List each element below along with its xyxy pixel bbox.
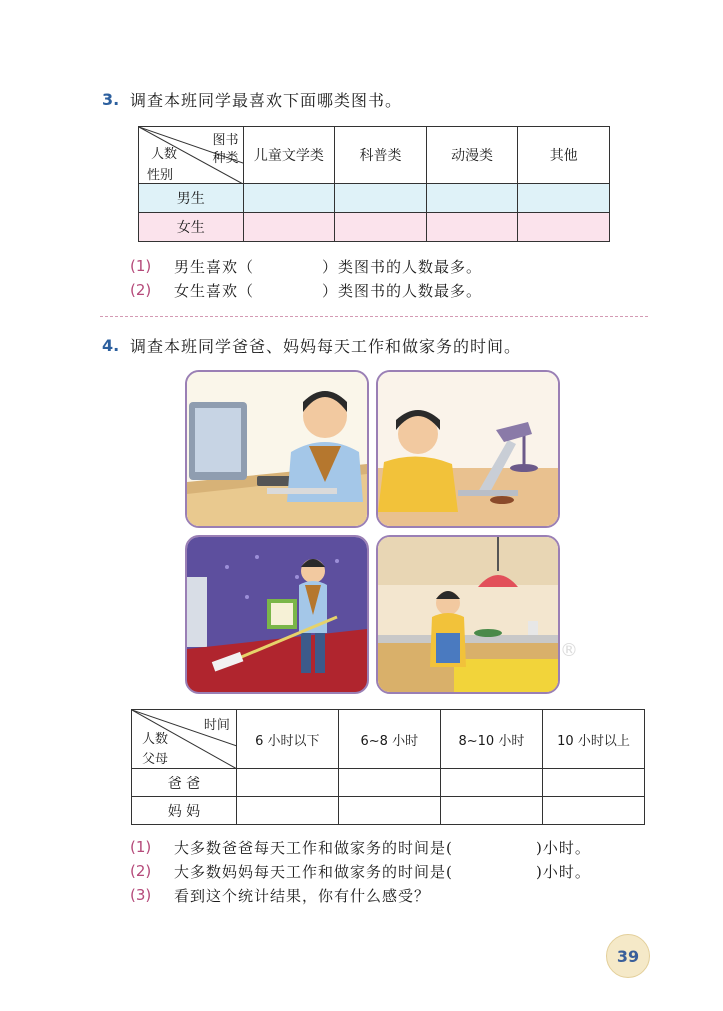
table-cell[interactable] <box>426 213 518 242</box>
table-row <box>132 797 645 825</box>
q3-col-header: 科普类 <box>335 127 427 184</box>
q3-sub1-before: 男生喜欢（ <box>174 258 255 276</box>
q4-sub3-text: 看到这个统计结果，你有什么感受？ <box>174 887 431 905</box>
illustration-mother-kitchen <box>376 535 560 694</box>
table-cell[interactable] <box>426 184 518 213</box>
table-cell[interactable] <box>335 213 427 242</box>
q3-sub2-number: (2) <box>130 281 152 299</box>
q3-text: 调查本班同学最喜欢下面哪类图书。 <box>130 91 403 110</box>
q3-row-label: 女生 <box>139 213 244 242</box>
registered-mark-icon: ® <box>560 640 578 661</box>
table-cell[interactable] <box>243 213 335 242</box>
q3-number: 3. <box>102 90 120 109</box>
q3-table <box>138 126 610 242</box>
q4-col-header: 8~10 小时 <box>440 710 542 769</box>
q4-col-header: 6 小时以下 <box>236 710 338 769</box>
q3-header-bottom: 性别 <box>147 168 174 183</box>
table-cell[interactable] <box>543 797 645 825</box>
section-divider <box>100 316 648 317</box>
table-cell[interactable] <box>440 797 542 825</box>
page-number: 39 <box>606 934 650 978</box>
q4-header-bottom: 父母 <box>142 752 169 767</box>
q4-sub2-before: 大多数妈妈每天工作和做家务的时间是( <box>174 863 453 881</box>
table-cell[interactable] <box>236 797 338 825</box>
q3-sub1-after: ）类图书的人数最多。 <box>322 258 483 276</box>
q3-header-top: 图书 <box>212 133 239 148</box>
q4-sub2-number: (2) <box>130 862 152 880</box>
q4-sub1-number: (1) <box>130 838 152 856</box>
q4-col-header: 6~8 小时 <box>338 710 440 769</box>
table-row <box>132 769 645 797</box>
q4-row-label: 爸 爸 <box>132 769 237 797</box>
q3-sub2-after: ）类图书的人数最多。 <box>322 282 483 300</box>
q4-sub1-after: )小时。 <box>536 839 591 857</box>
table-cell[interactable] <box>518 184 610 213</box>
q4-header-mid: 人数 <box>142 732 169 747</box>
q3-diagonal-header <box>139 127 244 184</box>
q4-header-top: 时间 <box>203 718 230 733</box>
table-cell[interactable] <box>236 769 338 797</box>
table-cell[interactable] <box>543 769 645 797</box>
illustration-father-mopping <box>185 535 369 694</box>
table-cell[interactable] <box>335 184 427 213</box>
table-cell[interactable] <box>338 769 440 797</box>
q3-header-mid-left: 人数 <box>151 147 178 162</box>
q3-col-header: 其他 <box>518 127 610 184</box>
q4-col-header: 10 小时以上 <box>543 710 645 769</box>
q3-sub1-number: (1) <box>130 257 152 275</box>
table-cell[interactable] <box>338 797 440 825</box>
table-row <box>139 213 610 242</box>
q4-table <box>131 709 645 825</box>
q4-number: 4. <box>102 336 120 355</box>
table-cell[interactable] <box>243 184 335 213</box>
illustration-mother-laptop <box>376 370 560 528</box>
q4-sub1-before: 大多数爸爸每天工作和做家务的时间是( <box>174 839 453 857</box>
table-cell[interactable] <box>440 769 542 797</box>
q3-sub2-before: 女生喜欢（ <box>174 282 255 300</box>
illustration-father-computer <box>185 370 369 528</box>
q4-diagonal-header <box>132 710 237 769</box>
q3-col-header: 儿童文学类 <box>243 127 335 184</box>
q4-sub3-number: (3) <box>130 886 152 904</box>
q4-text: 调查本班同学爸爸、妈妈每天工作和做家务的时间。 <box>130 337 522 356</box>
q3-col-header: 动漫类 <box>426 127 518 184</box>
q4-row-label: 妈 妈 <box>132 797 237 825</box>
q3-row-label: 男生 <box>139 184 244 213</box>
table-row <box>139 184 610 213</box>
table-cell[interactable] <box>518 213 610 242</box>
q4-sub2-after: )小时。 <box>536 863 591 881</box>
q3-header-mid-right: 种类 <box>212 151 239 166</box>
